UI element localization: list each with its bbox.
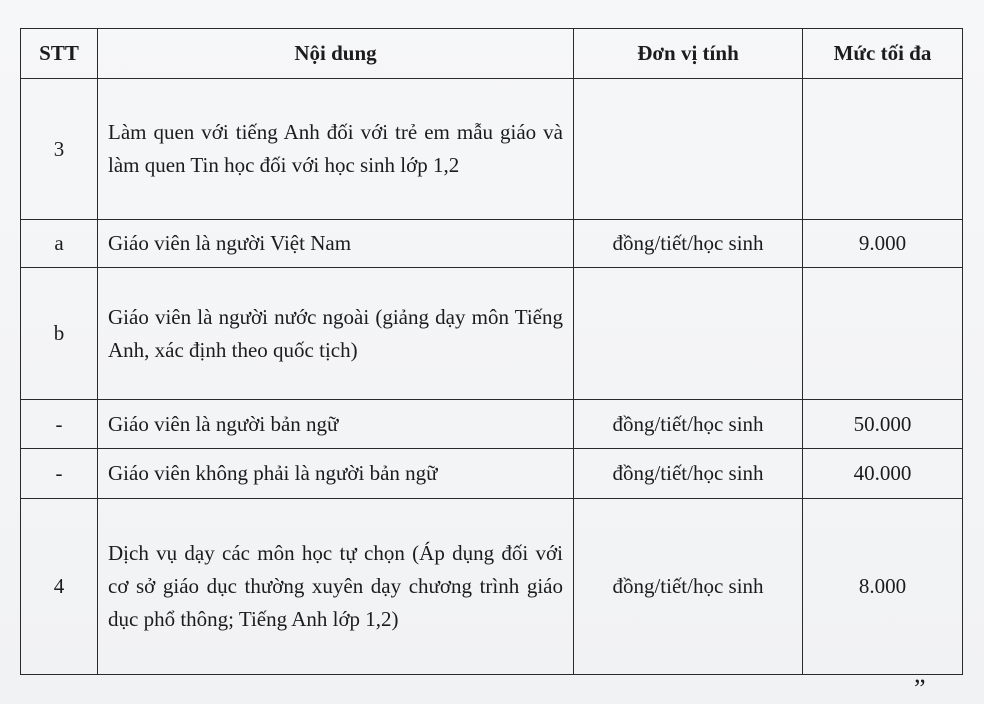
row-stt: 4 — [21, 499, 98, 675]
table-row — [21, 220, 963, 268]
table-row — [21, 268, 963, 400]
table-row — [21, 79, 963, 220]
header-row — [21, 29, 963, 79]
row-max: 40.000 — [803, 449, 963, 499]
row-max — [803, 268, 963, 400]
table-row — [21, 499, 963, 675]
table-row — [21, 400, 963, 449]
row-unit — [574, 268, 803, 400]
row-unit: đồng/tiết/học sinh — [574, 400, 803, 449]
row-stt: a — [21, 220, 98, 268]
table-row — [21, 449, 963, 499]
header-stt: STT — [21, 29, 98, 79]
header-content: Nội dung — [98, 29, 574, 79]
row-max: 9.000 — [803, 220, 963, 268]
row-stt: - — [21, 449, 98, 499]
row-max — [803, 79, 963, 220]
row-stt: b — [21, 268, 98, 400]
header-max: Mức tối đa — [803, 29, 963, 79]
row-content: Giáo viên là người nước ngoài (giảng dạy môn Tiếng Anh, xác định theo quốc tịch) — [98, 268, 574, 400]
row-unit: đồng/tiết/học sinh — [574, 499, 803, 675]
row-max: 8.000 — [803, 499, 963, 675]
row-content: Giáo viên là người bản ngữ — [98, 400, 574, 449]
table-body — [21, 79, 963, 675]
row-unit: đồng/tiết/học sinh — [574, 449, 803, 499]
fee-table — [20, 28, 963, 675]
header-unit: Đơn vị tính — [574, 29, 803, 79]
row-max: 50.000 — [803, 400, 963, 449]
row-content: Làm quen với tiếng Anh đối với trẻ em mẫu giáo và làm quen Tin học đối với học sinh lớp 1,2 — [98, 79, 574, 220]
row-stt: 3 — [21, 79, 98, 220]
row-stt: - — [21, 400, 98, 449]
row-unit — [574, 79, 803, 220]
closing-quote-mark: ” — [914, 674, 926, 703]
row-unit: đồng/tiết/học sinh — [574, 220, 803, 268]
row-content: Giáo viên không phải là người bản ngữ — [98, 449, 574, 499]
row-content: Giáo viên là người Việt Nam — [98, 220, 574, 268]
row-content: Dịch vụ dạy các môn học tự chọn (Áp dụng đối với cơ sở giáo dục thường xuyên dạy chương trình giáo dục phổ thông; Tiếng Anh lớp 1,2) — [98, 499, 574, 675]
table-header — [21, 29, 963, 79]
